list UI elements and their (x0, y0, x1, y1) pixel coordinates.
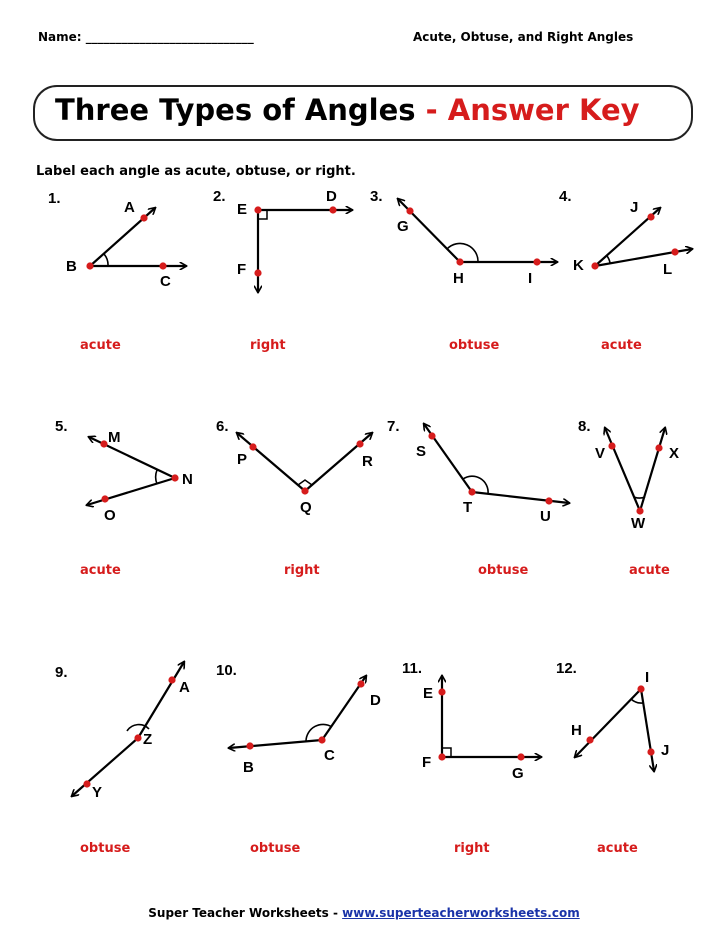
angle-11 (402, 660, 541, 782)
vertex-label: B (243, 759, 254, 776)
angle-3 (370, 188, 557, 287)
vertex-label: G (397, 218, 409, 235)
angle-6 (216, 418, 373, 516)
vertex-label: P (237, 451, 248, 468)
answer-6: right (284, 563, 320, 578)
vertex-label: L (663, 261, 673, 278)
vertex-label: H (571, 722, 582, 739)
name-field: Name: ____________________________ (38, 30, 254, 44)
problem-number: 12. (556, 660, 577, 677)
vertex-label: O (104, 507, 116, 524)
problem-number: 7. (387, 418, 400, 435)
vertex-label: G (512, 765, 524, 782)
footer-text: Super Teacher Worksheets - (148, 906, 343, 920)
answer-7: obtuse (478, 563, 529, 578)
vertex-label: Z (143, 731, 153, 748)
answer-8: acute (629, 563, 670, 578)
vertex-label: A (124, 199, 135, 216)
angle-2 (213, 188, 352, 292)
problem-number: 4. (559, 188, 572, 205)
vertex-label: H (453, 270, 464, 287)
answer-12: acute (597, 841, 638, 856)
angle-9 (55, 662, 190, 801)
angle-10 (216, 662, 381, 776)
answer-5: acute (80, 563, 121, 578)
vertex-label: T (463, 499, 473, 516)
title-answer-key: - Answer Key (415, 93, 640, 127)
vertex-label: R (362, 453, 373, 470)
vertex-label: U (540, 508, 551, 525)
problem-number: 5. (55, 418, 68, 435)
vertex-label: F (237, 261, 247, 278)
answer-3: obtuse (449, 338, 500, 353)
vertex-label: K (573, 257, 584, 274)
vertex-label: Y (92, 784, 103, 801)
answer-2: right (250, 338, 286, 353)
angle-12 (556, 660, 669, 771)
vertex-label: X (669, 445, 680, 462)
problem-number: 3. (370, 188, 383, 205)
vertex-label: J (630, 199, 639, 216)
vertex-label: I (528, 270, 533, 287)
problem-number: 11. (402, 660, 423, 677)
vertex-label: E (423, 685, 434, 702)
answer-4: acute (601, 338, 642, 353)
vertex-label: D (326, 188, 337, 205)
angle-5 (55, 418, 193, 524)
vertex-label: V (595, 445, 606, 462)
problem-number: 9. (55, 664, 68, 681)
vertex-label: J (661, 742, 670, 759)
footer-link[interactable]: www.superteacherworksheets.com (342, 906, 580, 920)
instructions: Label each angle as acute, obtuse, or right. (36, 164, 356, 179)
problem-number: 6. (216, 418, 229, 435)
answer-11: right (454, 841, 490, 856)
vertex-label: A (179, 679, 190, 696)
angle-7 (387, 418, 569, 525)
answer-1: acute (80, 338, 121, 353)
vertex-label: F (422, 754, 432, 771)
vertex-label: W (631, 515, 646, 532)
angle-1 (48, 190, 186, 290)
angle-8 (578, 418, 679, 532)
answer-9: obtuse (80, 841, 131, 856)
problem-number: 10. (216, 662, 237, 679)
vertex-label: C (324, 747, 335, 764)
vertex-label: D (370, 692, 381, 709)
title-main: Three Types of Angles (55, 93, 416, 127)
vertex-label: M (108, 429, 121, 446)
problem-number: 8. (578, 418, 591, 435)
vertex-label: E (237, 201, 248, 218)
worksheet-title: Acute, Obtuse, and Right Angles (413, 30, 634, 44)
problem-number: 1. (48, 190, 61, 207)
answer-10: obtuse (250, 841, 301, 856)
vertex-label: Q (300, 499, 312, 516)
footer (0, 906, 728, 920)
vertex-label: N (182, 471, 193, 488)
angle-4 (559, 188, 692, 278)
vertex-label: C (160, 273, 171, 290)
vertex-label: I (645, 669, 650, 686)
vertex-label: B (66, 258, 77, 275)
vertex-label: S (416, 443, 427, 460)
problem-number: 2. (213, 188, 226, 205)
